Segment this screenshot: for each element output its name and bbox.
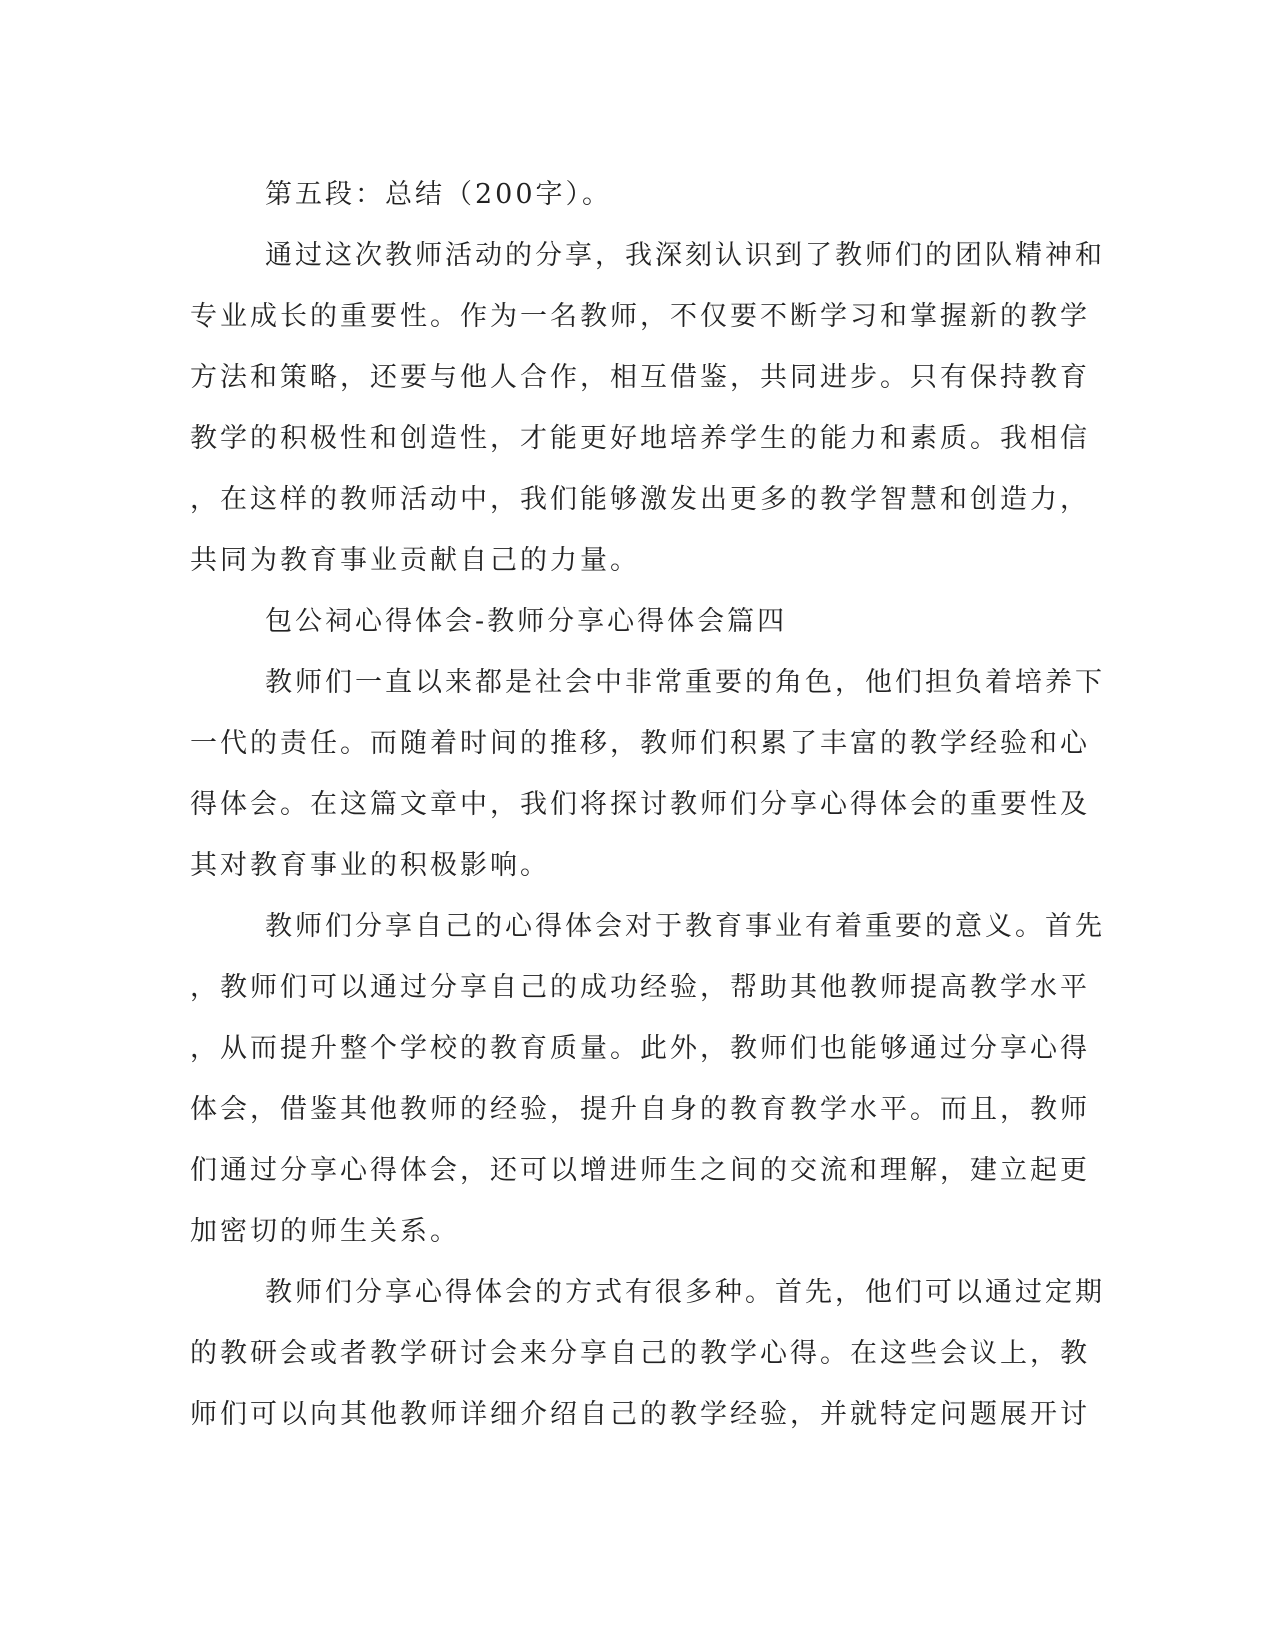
paragraph-line: 教学的积极性和创造性，才能更好地培养学生的能力和素质。我相信 [190,423,1090,454]
paragraph-line: ，从而提升整个学校的教育质量。此外，教师们也能够通过分享心得 [190,1033,1090,1064]
paragraph-line: 专业成长的重要性。作为一名教师，不仅要不断学习和掌握新的教学 [190,301,1090,332]
paragraph-line: 加密切的师生关系。 [190,1216,460,1247]
paragraph-line: 教师们分享心得体会的方式有很多种。首先，他们可以通过定期 [265,1277,1105,1308]
paragraph-line: 的教研会或者教学研讨会来分享自己的教学心得。在这些会议上，教 [190,1338,1090,1369]
paragraph-line: 共同为教育事业贡献自己的力量。 [190,545,640,576]
paragraph-line: 得体会。在这篇文章中，我们将探讨教师们分享心得体会的重要性及 [190,789,1090,820]
document-body [190,164,1105,1445]
paragraph-line: 教师们分享自己的心得体会对于教育事业有着重要的意义。首先 [265,911,1105,942]
paragraph-line: 一代的责任。而随着时间的推移，教师们积累了丰富的教学经验和心 [190,728,1090,759]
paragraph-line: 教师们一直以来都是社会中非常重要的角色，他们担负着培养下 [265,667,1105,698]
paragraph-line: 方法和策略，还要与他人合作，相互借鉴，共同进步。只有保持教育 [190,362,1090,393]
article-title: 包公祠心得体会-教师分享心得体会篇四 [265,606,788,637]
paragraph-line: 师们可以向其他教师详细介绍自己的教学经验，并就特定问题展开讨 [190,1399,1090,1430]
paragraph-line: ，教师们可以通过分享自己的成功经验，帮助其他教师提高教学水平 [190,972,1090,1003]
paragraph-line: ，在这样的教师活动中，我们能够激发出更多的教学智慧和创造力， [190,484,1090,515]
paragraph-line: 其对教育事业的积极影响。 [190,850,550,881]
paragraph-line: 通过这次教师活动的分享，我深刻认识到了教师们的团队精神和 [265,240,1105,271]
paragraph-line: 体会，借鉴其他教师的经验，提升自身的教育教学水平。而且，教师 [190,1094,1090,1125]
section-heading-summary: 第五段：总结（200字）。 [265,179,613,210]
paragraph-line: 们通过分享心得体会，还可以增进师生之间的交流和理解，建立起更 [190,1155,1090,1186]
